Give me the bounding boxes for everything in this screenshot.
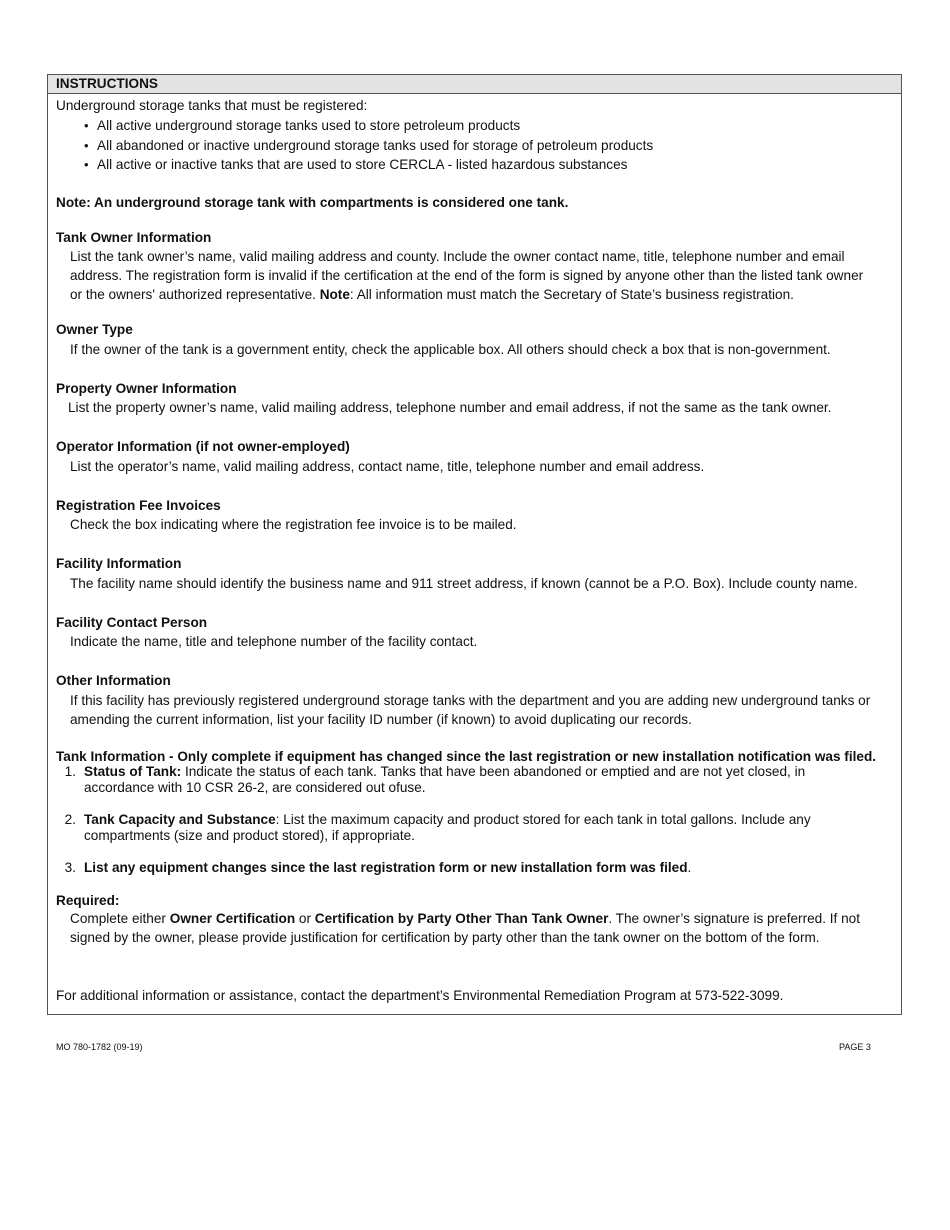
- owner-type-text: If the owner of the tank is a government entity, check the applicable box. All others should check a box that is non-government.: [70, 342, 831, 357]
- item-line-1: Status of Tank: Indicate the status of each tank. Tanks that have been abandoned or emptied and are not yet closed, in: [84, 764, 806, 779]
- tank-info-heading: Tank Information - Only complete if equipment has changed since the last registration or new installation notification was filed.: [56, 749, 877, 764]
- facility-heading: Facility Information: [56, 556, 182, 571]
- item-line-2: accordance with 10 CSR 26-2, are considered out ofuse.: [84, 780, 426, 795]
- instructions-panel: [47, 74, 902, 1015]
- page-number: PAGE 3: [839, 1042, 871, 1052]
- other-heading: Other Information: [56, 673, 171, 688]
- facility-text: The facility name should identify the business name and 911 street address, if known (cannot be a P.O. Box). Include county name.: [70, 576, 858, 591]
- list-item: • All abandoned or inactive underground storage tanks used for storage of petroleum products: [97, 136, 653, 156]
- item-number: 2.: [64, 812, 76, 827]
- item-line-1: Tank Capacity and Substance: List the maximum capacity and product stored for each tank in total gallons. Include any: [84, 812, 811, 827]
- operator-heading: Operator Information (if not owner-employed): [56, 439, 350, 454]
- list-item: • All active or inactive tanks that are used to store CERCLA - listed hazardous substances: [97, 155, 653, 175]
- operator-text: List the operator’s name, valid mailing address, contact name, title, telephone number and email address.: [70, 459, 705, 474]
- property-owner-text: List the property owner’s name, valid mailing address, telephone number and email address, if not the same as the tank owner.: [68, 400, 832, 415]
- owner-type-heading: Owner Type: [56, 322, 133, 337]
- property-owner-heading: Property Owner Information: [56, 381, 237, 396]
- required-tanks-list: [97, 116, 653, 175]
- contact-text: Indicate the name, title and telephone number of the facility contact.: [70, 634, 478, 649]
- fee-heading: Registration Fee Invoices: [56, 498, 221, 513]
- item-number: 1.: [64, 764, 76, 779]
- required-line-2: signed by the owner, please provide justification for certification by party other than the tank owner on the bottom of the form.: [70, 930, 820, 945]
- intro-lead: Underground storage tanks that must be registered:: [56, 98, 368, 113]
- compartment-note: Note: An underground storage tank with compartments is considered one tank.: [56, 195, 569, 210]
- contact-heading: Facility Contact Person: [56, 615, 208, 630]
- tank-owner-heading: Tank Owner Information: [56, 230, 212, 245]
- required-heading: Required:: [56, 893, 120, 908]
- other-line-2: amending the current information, list your facility ID number (if known) to avoid duplicating our records.: [70, 712, 692, 727]
- item-number: 3.: [64, 860, 76, 875]
- tank-owner-line-3: or the owners' authorized representative. Note: All information must match the Secretary of State’s business registration.: [70, 287, 794, 302]
- item-line-1: List any equipment changes since the last registration form or new installation form was filed.: [84, 860, 692, 875]
- tank-owner-line-2: address. The registration form is invalid if the certification at the end of the form is signed by anyone other than the listed tank owner: [70, 268, 864, 283]
- item-line-2: compartments (size and product stored), if appropriate.: [84, 828, 415, 843]
- required-line-1: Complete either Owner Certification or Certification by Party Other Than Tank Owner. The owner’s signature is preferred. If not: [70, 911, 860, 926]
- contact-info-line: For additional information or assistance, contact the department’s Environmental Remediation Program at 573-522-3099.: [56, 988, 784, 1003]
- form-number: MO 780-1782 (09-19): [56, 1042, 143, 1052]
- list-item: • All active underground storage tanks used to store petroleum products: [97, 116, 653, 136]
- other-line-1: If this facility has previously registered underground storage tanks with the department and you are adding new underground tanks or: [70, 693, 871, 708]
- fee-text: Check the box indicating where the registration fee invoice is to be mailed.: [70, 517, 517, 532]
- section-header: INSTRUCTIONS: [48, 75, 901, 94]
- tank-owner-line-1: List the tank owner’s name, valid mailing address and county. Include the owner contact name, title, telephone number and email: [70, 249, 845, 264]
